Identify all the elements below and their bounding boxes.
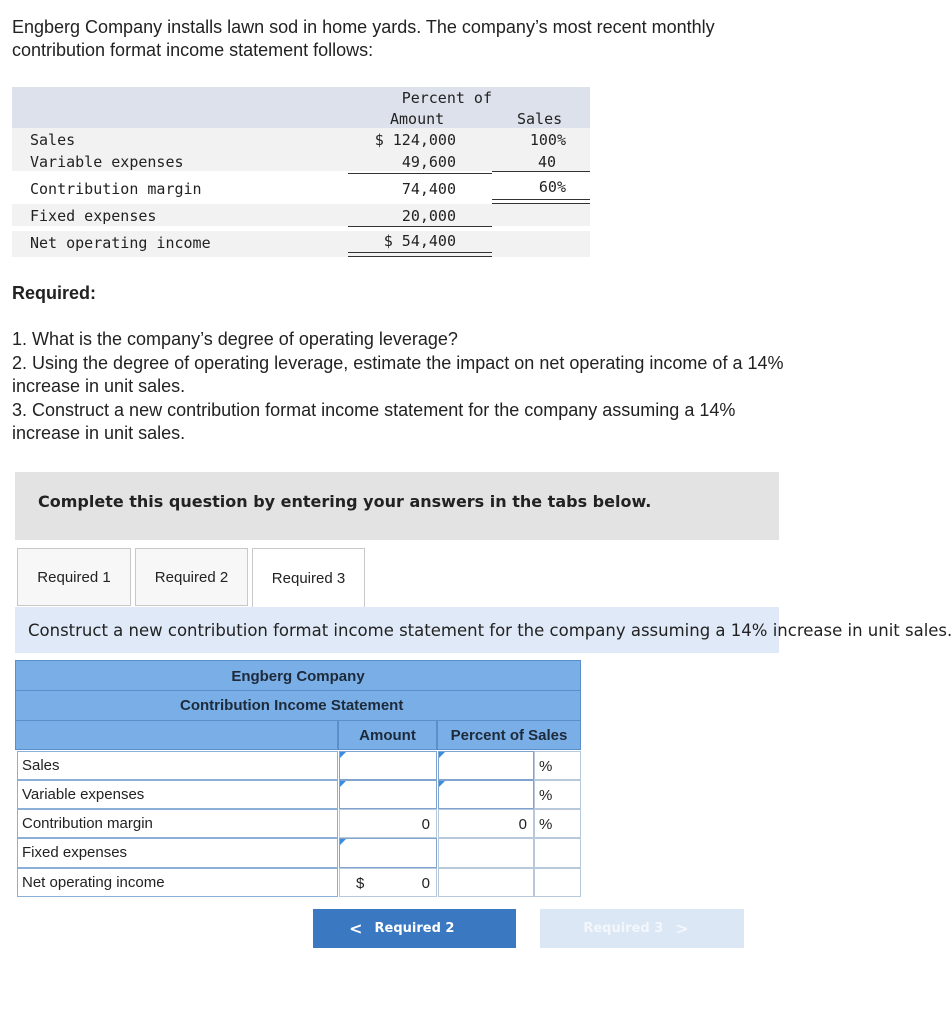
dollar-sign: $: [356, 875, 365, 892]
percent-header-2: Sales: [517, 110, 563, 128]
statement-rule: [348, 173, 492, 174]
percent-sign: %: [539, 816, 553, 833]
grid-label-variable: Variable expenses: [17, 780, 338, 809]
statement-rule: [492, 171, 590, 172]
statement-amount-sales: $ 124,000: [374, 131, 456, 149]
previous-tab-button[interactable]: [313, 909, 516, 948]
statement-amount-variable: 49,600: [401, 153, 456, 171]
amount-value: 0: [421, 816, 430, 833]
statement-label-noi: Net operating income: [30, 234, 211, 252]
amount-value: 0: [421, 875, 430, 892]
statement-double-rule: [348, 256, 492, 257]
computed-amount-noi: [339, 868, 437, 897]
tab-instruction-text: Construct a new contribution format income statement for the company assuming a 14% increase in unit sales.: [28, 621, 952, 640]
instructions-banner: [15, 472, 779, 540]
question-list: [12, 328, 787, 446]
next-tab-button[interactable]: [540, 909, 744, 948]
input-amount-sales[interactable]: [339, 751, 437, 780]
computed-percent-cm: [438, 809, 534, 838]
tab-required-3[interactable]: Required 3: [252, 548, 365, 608]
grid-header-blank: [15, 721, 338, 750]
statement-percent-sales: 100%: [529, 131, 566, 149]
statement-percent-cm: 60%: [538, 178, 566, 196]
statement-label-variable: Variable expenses: [30, 153, 184, 171]
grid-percent-header: Percent of Sales: [437, 721, 581, 750]
statement-header-band: [12, 87, 590, 128]
statement-double-rule: [348, 252, 492, 253]
grid-company-name: Engberg Company: [15, 660, 581, 691]
statement-amount-noi: $ 54,400: [383, 232, 456, 250]
required-heading: Required:: [12, 283, 97, 303]
tab-instruction: [15, 607, 952, 653]
statement-label-cm: Contribution margin: [30, 180, 202, 198]
percent-sign-cell: [534, 751, 581, 780]
next-tab-label: Required 3: [583, 921, 664, 936]
original-income-statement: [12, 87, 590, 257]
grid-label-fixed: Fixed expenses: [17, 838, 338, 868]
percent-sign: %: [539, 758, 553, 775]
percent-sign-cell: [534, 868, 581, 897]
tab-required-1[interactable]: Required 1: [17, 548, 131, 606]
grid-label-noi: Net operating income: [17, 868, 338, 897]
input-percent-variable[interactable]: [438, 780, 534, 809]
percent-blank-noi: [438, 868, 534, 897]
input-amount-fixed[interactable]: [339, 838, 437, 868]
grid-amount-header: Amount: [338, 721, 437, 750]
chevron-right-icon: >: [675, 919, 689, 938]
previous-tab-label: Required 2: [374, 921, 455, 936]
statement-amount-cm: 74,400: [401, 180, 456, 198]
grid-label-sales: Sales: [17, 751, 338, 780]
banner-text: Complete this question by entering your answers in the tabs below.: [38, 492, 652, 511]
percent-sign-cell: [534, 809, 581, 838]
percent-sign-cell: [534, 780, 581, 809]
chevron-left-icon: <: [349, 919, 363, 938]
statement-percent-variable: 40: [537, 153, 556, 171]
statement-label-sales: Sales: [30, 131, 76, 149]
amount-header: Amount: [390, 110, 445, 128]
statement-amount-fixed: 20,000: [401, 207, 456, 225]
input-amount-variable[interactable]: [339, 780, 437, 809]
percent-value: 0: [518, 816, 527, 833]
question-1: 1. What is the company’s degree of operating leverage?: [12, 329, 458, 349]
statement-double-rule: [492, 199, 590, 200]
statement-double-rule: [492, 203, 590, 204]
question-3: 3. Construct a new contribution format income statement for the company assuming a 14% increase in unit sales.: [12, 399, 736, 443]
problem-intro: Engberg Company installs lawn sod in home yards. The company’s most recent monthly contribution format income statement follows:: [12, 17, 715, 60]
statement-rule: [348, 226, 492, 227]
percent-header-1: Percent of: [401, 89, 492, 107]
tab-required-2[interactable]: Required 2: [135, 548, 248, 606]
percent-blank-fixed: [438, 838, 534, 868]
percent-sign-cell: [534, 838, 581, 868]
statement-label-fixed: Fixed expenses: [30, 207, 157, 225]
input-percent-sales[interactable]: [438, 751, 534, 780]
computed-amount-cm: [339, 809, 437, 838]
percent-sign: %: [539, 787, 553, 804]
grid-label-cm: Contribution margin: [17, 809, 338, 838]
grid-statement-title: Contribution Income Statement: [15, 691, 581, 721]
question-2: 2. Using the degree of operating leverage, estimate the impact on net operating income of a 14% increase in unit sales.: [12, 352, 784, 396]
